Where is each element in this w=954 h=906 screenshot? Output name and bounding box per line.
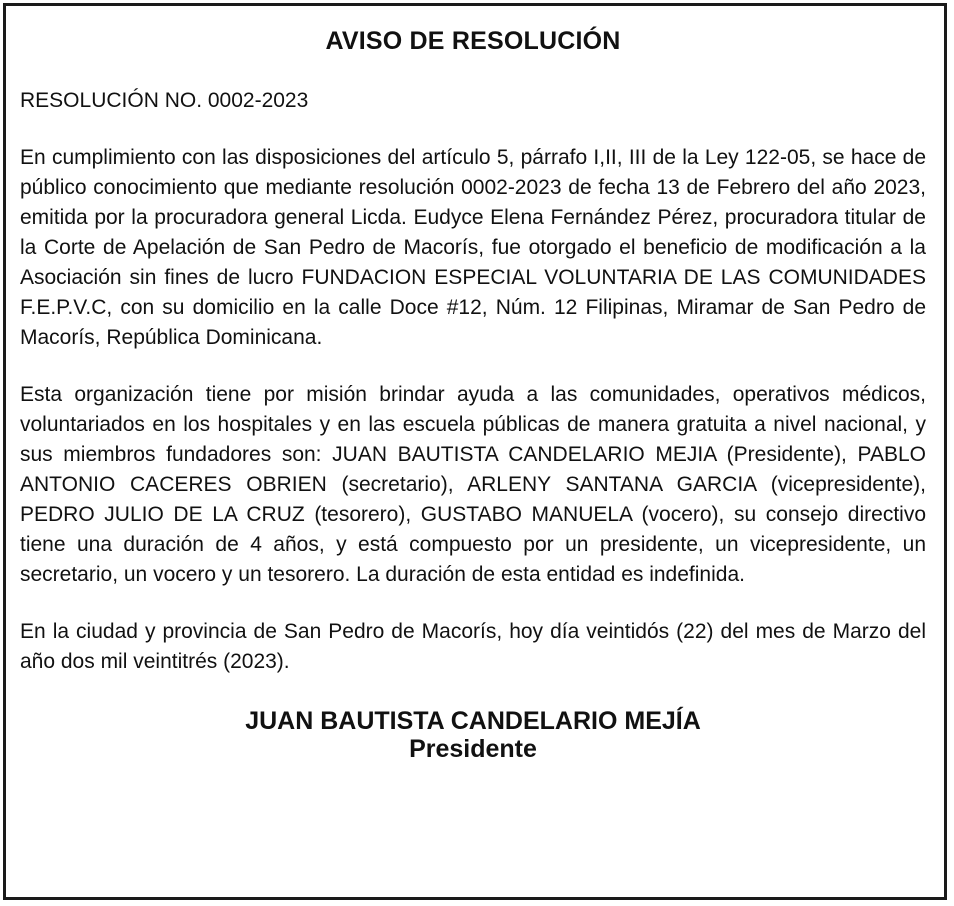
notice-content bbox=[20, 24, 926, 763]
paragraph-mission-and-members: Esta organización tiene por misión brindar ayuda a las comunidades, operativos médicos, voluntariados en los hospitales y en las escuela públicas de manera gratuita a nivel nacional, y sus miembros fundadores son: JUAN BAUTISTA CANDELARIO MEJIA (Presidente), PABLO ANTONIO CACERES OBRIEN (secretario), ARLENY SANTANA GARCIA (vicepresidente), PEDRO JULIO DE LA CRUZ (tesorero), GUSTABO MANUELA (vocero), su consejo directivo tiene una duración de 4 años, y está compuesto por un presidente, un vicepresidente, un secretario, un vocero y un tesorero. La duración de esta entidad es indefinida. bbox=[20, 383, 926, 586]
notice-title: AVISO DE RESOLUCIÓN bbox=[325, 27, 621, 55]
signer-name: JUAN BAUTISTA CANDELARIO MEJÍA bbox=[245, 707, 701, 735]
paragraph-legal-notice: En cumplimiento con las disposiciones del artículo 5, párrafo I,II, III de la Ley 122-05, se hace de público conocimiento que mediante resolución 0002-2023 de fecha 13 de Febrero del año 2023, emitida por la procuradora general Licda. Eudyce Elena Fernández Pérez, procuradora titular de la Corte de Apelación de San Pedro de Macorís, fue otorgado el beneficio de modificación a la Asociación sin fines de lucro FUNDACION ESPECIAL VOLUNTARIA DE LAS COMUNIDADES F.E.P.V.C, con su domicilio en la calle Doce #12, Núm. 12 Filipinas, Miramar de San Pedro de Macorís, República Dominicana. bbox=[20, 146, 926, 349]
signature-block bbox=[20, 707, 926, 763]
resolution-number: RESOLUCIÓN NO. 0002-2023 bbox=[20, 89, 309, 112]
paragraph-date-place: En la ciudad y provincia de San Pedro de Macorís, hoy día veintidós (22) del mes de Marzo del año dos mil veintitrés (2023). bbox=[20, 620, 926, 673]
signer-role: Presidente bbox=[409, 735, 537, 763]
